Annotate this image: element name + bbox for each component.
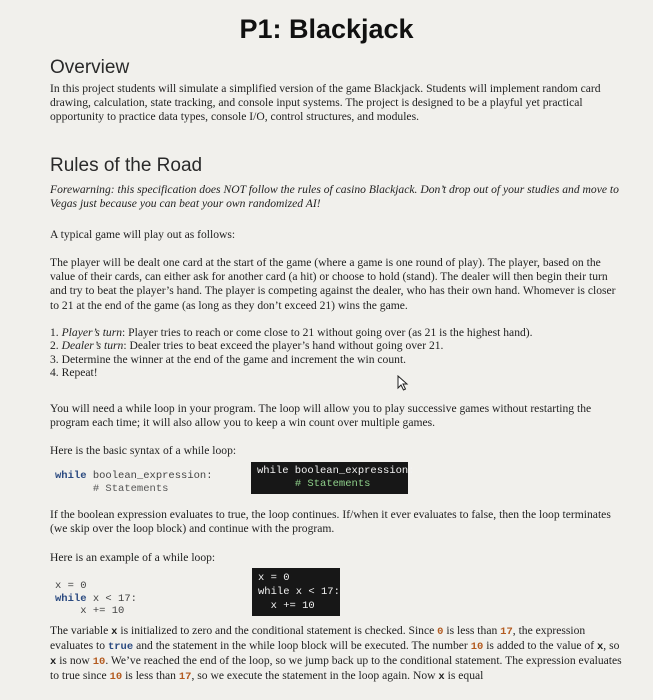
syntax-code-plain: while boolean_expression: # Statements: [55, 470, 213, 495]
list-item: 1. Player’s turn: Player tries to reach or come close to 21 without going over (as 21 is the highest hand).: [50, 326, 533, 339]
page-title: P1: Blackjack: [239, 14, 414, 44]
example-code-dark: x = 0 while x < 17: x += 10: [252, 568, 340, 616]
overview-text: In this project students will simulate a simplified version of the game Blackjack. Students will implement random card drawing, calculation, state tracking, and console input systems. The project is designed to be a playful yet practical opportunity to practice data types, console I/O, control structures, and modules.: [50, 82, 601, 124]
overview-heading: Overview: [50, 57, 130, 78]
example-intro: Here is an example of a while loop:: [50, 551, 216, 564]
typical-game-text: A typical game will play out as follows:: [50, 228, 236, 241]
list-item: 3. Determine the winner at the end of the game and increment the win count.: [50, 352, 407, 366]
syntax-code-dark: while boolean_expression: # Statements: [251, 462, 408, 494]
list-item: 2. Dealer’s turn: Dealer tries to beat exceed the player’s hand without going over 21.: [50, 339, 444, 353]
while-loop-text: You will need a while loop in your program. The loop will allow you to play successive games without restarting the program each time; it will also allow you to keep a win count over multiple games.: [50, 402, 592, 430]
steps-list: [50, 326, 620, 380]
game-description: The player will be dealt one card at the start of the game (where a game is one round of play). The player, based on the value of their cards, can either ask for another card (a hit) or choose to hold (stand). The dealer will then begin their turn and try to beat the player’s hand. The player is competing against the dealer, who has their own hand. Whomever is closer to 21 at the end of the game (as long as they don’t exceed 21) wins the game.: [50, 256, 616, 312]
forewarning-text: Forewarning: this specification does NOT follow the rules of casino Blackjack. Don’t drop out of your studies and move to Vegas just because you can beat your own randomized AI!: [50, 183, 619, 211]
boolean-text: If the boolean expression evaluates to true, the loop continues. If/when it ever evaluates to false, then the loop terminates (we skip over the loop block) and continue with the program.: [50, 508, 611, 536]
list-item: 4. Repeat!: [50, 366, 98, 380]
syntax-intro: Here is the basic syntax of a while loop:: [50, 444, 237, 457]
explanation-text: The variable x is initialized to zero and the conditional statement is checked. Since 0 is less than 17, the expression evaluates to true and the statement in the while loop block will be executed. The number 10 is added to the value of x, so x is now 10. We’ve reached the end of the loop, so we jump back up to the conditional statement. The expression evaluates to true since 10 is less than 17, so we execute the statement in the loop again. Now x is equal: [50, 624, 622, 683]
example-code-plain: x = 0 while x < 17: x += 10: [55, 580, 137, 617]
rules-heading: Rules of the Road: [50, 155, 203, 176]
mouse-cursor-icon: [397, 375, 411, 391]
